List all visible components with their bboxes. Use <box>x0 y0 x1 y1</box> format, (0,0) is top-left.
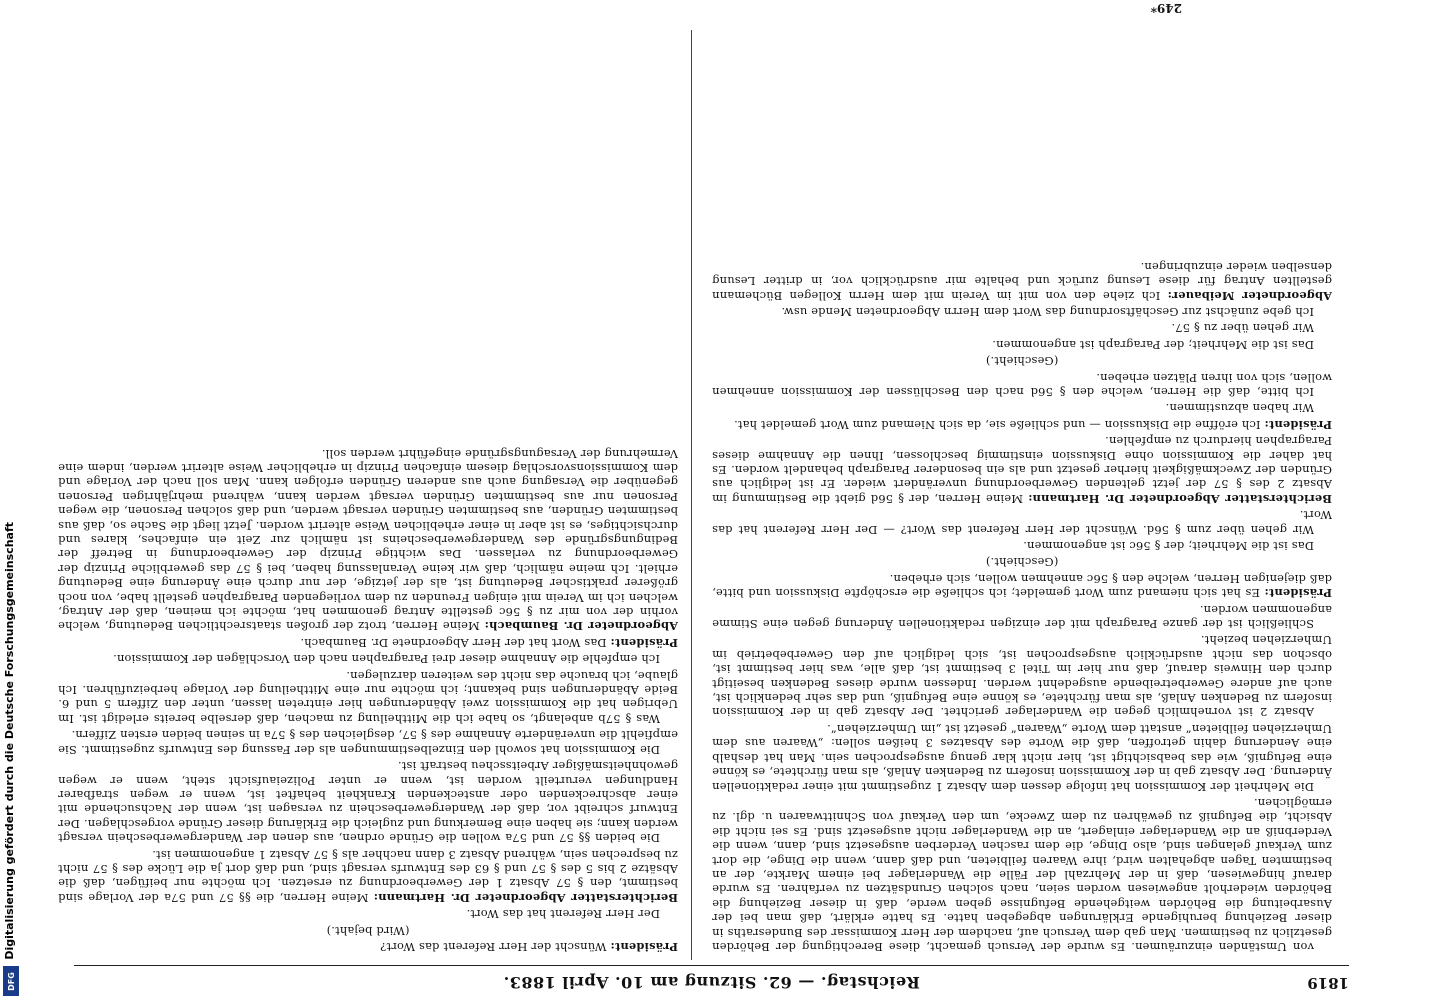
paragraph: Wir gehen über zu § 57. <box>1171 321 1314 336</box>
speaker-name: Berichterstatter Abgeordneter Dr. Hartmann: <box>373 890 678 905</box>
paragraph: Schließlich ist der ganze Paragraph mit der einzigen redaktionellen Änderung gegen eine Stimme angenommen worden. <box>712 602 1332 632</box>
speaker-name: Abgeordneter Dr. Baumbach: <box>484 619 678 634</box>
speech-text: Wünscht der Herr Referent das Wort? <box>380 940 611 954</box>
footer-signature: 249* <box>1150 1 1182 15</box>
stage-direction: (Geschieht.) <box>985 555 1059 570</box>
header-title: Reichstag. — 62. Sitzung am 10. April 1883. <box>503 973 920 992</box>
paragraph: Wir haben abzustimmen. <box>1165 401 1314 416</box>
paragraph: von Umständen einzuräumen. Es wurde der Versuch gemacht, diese Berechtigung der Behörden gesetzlich zu bestimmen. Man gab dem Versuch auf, nachdem der Herr Kommissar des Bundesraths in dieser Beziehung beruhigende Erklärungen abgegeben hatte. Es hatte erklärt, daß man bei der Ausarbeitung die Behörden weitgehende Befugnisse geben werde, daß in dieser Beziehung die Behörden wiederholt angewiesen worden seien, nach solchen Grundsätzen zu verfahren. Es wurde darauf hingewiesen, daß in der Mehrzahl der Fälle die Wanderlager bei einem Markte, der an bestimmten Tagen abgehalten wird, ihre Waaren feilbieten, und daß dann, wenn die Dinge, die dort zum Verkauf gelangen sind, also Dinge, die dem raschen Verderben ausgesetzt sind, dann, wenn die Verderbniß an die Wanderlager einlagert, an die Wanderlager nicht ausgesetzt sind. Es sei nicht die Absicht, die Befugniß zu gewähren zu dem Zwecke, um den Verkauf von Schnittwaaren u. dgl. zu ermöglichen. <box>712 795 1332 954</box>
stage-direction: (Wird bejaht.) <box>326 923 410 938</box>
paragraph: Das ist die Mehrheit; der § 56c ist angenommen. <box>1023 539 1314 554</box>
paragraph: Ich bitte, daß die Herren, welche den § 56d nach den Beschlüssen der Kommission annehmen wollen, sich von ihren Plätzen erheben. <box>712 370 1332 399</box>
right-column <box>712 14 1332 954</box>
speaker-paragraph <box>712 571 1332 600</box>
header-left-number: 1819 <box>1307 974 1349 992</box>
paragraph: Das ist die Mehrheit; der Paragraph ist angenommen. <box>992 337 1314 352</box>
speech-text: Es hat sich niemand zum Wort gemeldet; ich schließe die erschöpfte Diskussion und bitte, daß diejenigen Herren, welche den § 56c annehmen wollen, sich erheben. <box>712 571 1332 601</box>
paragraph: Ich gebe zunächst zur Geschäftsordnung das Wort dem Herrn Abgeordneten Mende usw. <box>781 304 1314 319</box>
speech-text: Das Wort hat der Herr Abgeordnete Dr. Baumbach. <box>300 635 611 650</box>
stage-direction: (Geschieht.) <box>985 354 1059 369</box>
paragraph: Der Herr Referent hat das Wort. <box>466 907 660 922</box>
header-rule <box>74 965 1349 966</box>
speaker-paragraph <box>58 635 678 649</box>
speaker-name: Abgeordneter Meibauer: <box>1167 288 1332 303</box>
paragraph: Die Kommission hat sowohl den Einzelbestimmungen als der Fassung des Entwurfs zugestimmt. Sie empfiehlt die unveränderte Annahme des § 57, desgleichen des § 57a in seinen beiden ersten Ziffern. <box>58 728 678 757</box>
speech-text: Meine Herren, die §§ 57 und 57a der Vorlage sind bestimmt, den § 57 Absatz 1 der Gewerbeordnung zu ersetzen. Ich möchte nur beifügen, daß die Absätze 2 bis 5 des § 57 und § 63 des Entwurfs versagt sind, und daß dort ja die Lücke des § 57 nicht zu besprechen sein, während Absatz 3 dann nachher als § 57 Absatz 1 angenommen ist. <box>58 847 678 905</box>
digitization-credit: Digitalisierung gefördert durch die Deutsche Forschungsgemeinschaft <box>3 522 16 960</box>
paragraph: Was § 57b anbelangt, so habe ich die Mittheilung zu machen, daß derselbe bereits erledigt ist. Im Uebrigen hat die Kommission zwei Abänderungen hier eintreten lassen, unter den Ziffern 5 und 6. Beide Abänderungen sind bekannt; ich möchte nur eine Mittheilung der Vorlage herbeizuführen. Ich glaube, ich brauche das nicht des weiteren darzulegen. <box>58 668 678 726</box>
speaker-name: Präsident: <box>1264 586 1332 601</box>
digitization-sidebar <box>0 0 22 1000</box>
paragraph: Ich empfehle die Annahme dieser drei Paragraphen nach den Vorschlägen der Kommission. <box>112 652 660 667</box>
paragraph: Absatz 2 ist vornehmlich gegen die Wanderlager gerichtet. Der Absatz gab in der Kommission insofern zu Bedenken Anlaß, als man fürchtete, es könne eine Befugniß, und das sehr bedenklich ist, auch auf andere Gewerbetreibende ausgedehnt werden. Indessen wurde dieses Bedenken beseitigt durch den Hinweis darauf, daß nur hier im Titel 3 bestimmt ist, daß alle, was hier bestimmt ist, obschon das nicht ausdrücklich ausgesprochen ist, sich lediglich auf den Gewerbebetrieb im Umherziehen bezieht. <box>712 633 1332 720</box>
speaker-name: Präsident: <box>1264 417 1332 432</box>
speech-text: Meine Herren, der § 56d giebt die Bestimmung im Absatz 2 des § 57 der jetzt geltenden Gewerbeordnung unverändert wieder. Er ist lediglich aus Gründen der Zweckmäßigkeit hierher gesetzt und als ein besonderer Paragraph behandelt worden. Es hat daher die Kommission ohne Diskussion einstimmig beschlossen, Ihnen die Annahme dieses Paragraphen hierdurch zu empfehlen. <box>712 434 1332 506</box>
speaker-name: Berichterstatter Abgeordneter Dr. Hartmann: <box>1028 491 1332 506</box>
dfg-logo-text: DFG <box>6 971 16 991</box>
dfg-logo-icon <box>3 966 19 996</box>
speaker-paragraph <box>58 940 678 954</box>
speaker-name: Präsident: <box>610 635 678 650</box>
speaker-paragraph <box>58 446 678 633</box>
left-column <box>58 14 678 954</box>
speaker-name: Präsident: <box>610 940 678 954</box>
speaker-paragraph <box>712 259 1332 302</box>
speaker-paragraph <box>712 434 1332 506</box>
paragraph: Die Mehrheit der Kommission hat infolge dessen dem Absatz 1 zugestimmt mit einer redaktionellen Änderung. Der Absatz gab in der Kommission insofern zu Bedenken Anlaß, als man fürchtete, es könne eine Befugniß, wie das beabsichtigt ist, hier nicht klar genug ausgesprochen sein. Man hat deshalb eine Aenderung dahin getroffen, daß die Worte des Absatzes 3 heißen sollen: „Waaren aus dem Umherziehen feilbieten“ anstatt dem Worte „Waaren“ gesetzt ist „im Umherziehen“. <box>712 721 1332 794</box>
speaker-paragraph <box>58 847 678 905</box>
speech-text: Meine Herren, trotz der großen staatsrechtlichen Bedeutung, welche vorhin der von mir zu § 56c gestellte Antrag genommen hat, möchte ich meinen, daß der Antrag, welchen ich im Verein mit einigen Freunden zu dem vorliegenden Paragraphen gestellt habe, von noch größerer praktischer Bedeutung ist, als der jetzige, der nur durch eine Änderung eine Bedeutung erhielt. Ich meine nämlich, daß wir keine Veranlassung haben, bei § 57 das gewerbliche Prinzip der Gewerbeordnung zu verlassen. Das wichtige Prinzip der Gewerbeordnung in Betreff der Bedingungsgründe des Wandergewerbescheins ist nämlich zur Zeit ein einfaches, klares und durchsichtiges, es ist aber in einer erheblichen Weise alterirt worden. Jetzt liegt die Sache so, daß aus bestimmten Gründen, aus bestimmten Gründen versagt werden, und daß solchen Personen, die wegen Personen nur aus bestimmten Gründen versagt werden kann, während mehrjährigen Personen gegenüber die Versagung auch aus anderen Gründen erfolgen kann. Man soll nach der Vorlage und dem Kommissionsvorschlag diesem einfachen Prinzip in erheblicher Weise alterirt werden, indem eine Vermehrung der Versagungsgründe eingeführt werden soll. <box>58 446 678 634</box>
speaker-paragraph <box>712 417 1332 431</box>
page-header <box>74 968 1349 992</box>
speech-text: Ich eröffne die Diskussion — und schließe sie, da sich Niemand zum Wort gemeldet hat. <box>733 417 1265 432</box>
paragraph: Die beiden §§ 57 und 57a wollen die Gründe ordnen, aus denen der Wandergewerbeschein versagt werden kann; sie haben eine Bemerkung und zugleich die Erklärung dieser Gründe vorgeschlagen. Der Entwurf schreibt vor, daß der Wandergewerbeschein zu versagen ist, wenn der Nachsuchende mit einer abschreckenden oder ansteckenden Krankheit behaftet ist, wenn er wegen strafbarer Handlungen verurteilt worden ist, wenn er unter Polizeiaufsicht steht, wenn er wegen gewohnheitsmäßiger Arbeitsscheu bestraft ist. <box>58 759 678 846</box>
column-divider <box>691 30 692 960</box>
speech-text: Ich ziehe den von mit im Verein mit dem Herrn Kollegen Büchemann gestellten Antrag für diese Lesung zurück und behalte mir ausdrücklich vor, in dritter Lesung denselben wieder einzubringen. <box>712 259 1332 303</box>
paragraph: Wir gehen über zum § 56d. Wünscht der Herr Referent das Wort? — Der Herr Referent hat das Wort. <box>712 508 1332 537</box>
